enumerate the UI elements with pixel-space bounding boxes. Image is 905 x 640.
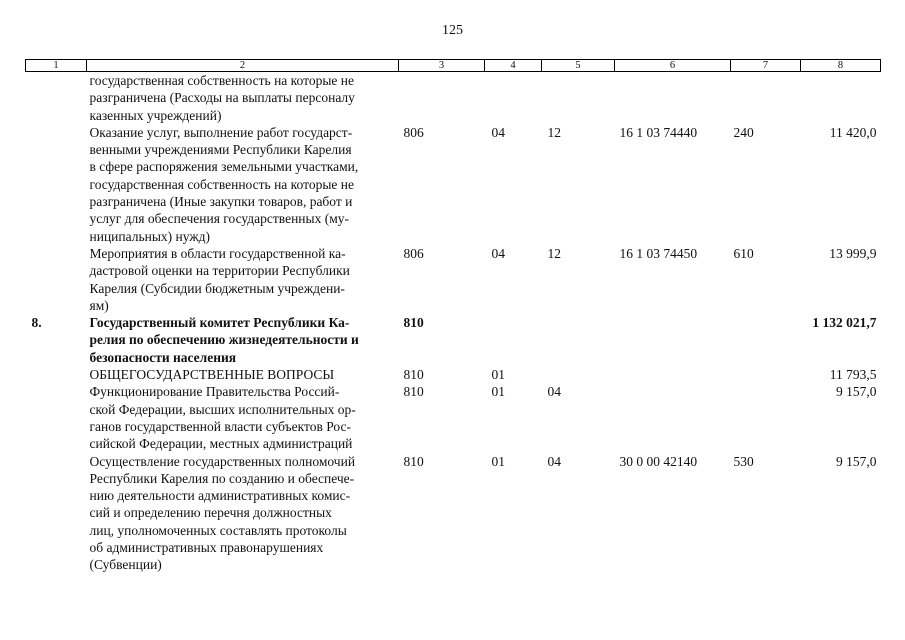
row-name-line: нию деятельности административных комис- <box>89 488 351 504</box>
row-name-line: ской Федерации, высших исполнительных ор- <box>89 401 356 417</box>
row-name-line: Карелия (Субсидии бюджетным учреждени- <box>89 280 345 296</box>
subsection-code <box>542 72 615 124</box>
row-name-line: релия по обеспечению жизнедеятельности и <box>89 332 359 348</box>
row-name-line: (Субвенции) <box>89 557 162 573</box>
header-col-3: 3 <box>399 60 485 72</box>
subsection-code: 04 <box>547 384 561 400</box>
header-col-1: 1 <box>26 60 87 72</box>
table-row <box>26 383 881 452</box>
header-col-5: 5 <box>542 60 615 72</box>
row-number <box>26 453 87 574</box>
row-name-line: ОБЩЕГОСУДАРСТВЕННЫЕ ВОПРОСЫ <box>89 367 335 383</box>
row-name-line: ниципальных) нужд) <box>89 228 211 244</box>
header-col-2: 2 <box>87 60 399 72</box>
header-col-6: 6 <box>615 60 731 72</box>
ministry-code <box>399 72 485 124</box>
header-col-7: 7 <box>731 60 801 72</box>
row-name-line: Республики Карелия по созданию и обеспече- <box>89 470 355 486</box>
table-row <box>26 366 881 383</box>
row-name-line: государственная собственность на которые не <box>89 176 354 192</box>
row-name-line: в сфере распоряжения земельными участками, <box>89 159 359 175</box>
row-number <box>26 245 87 314</box>
row-name-line: Оказание услуг, выполнение работ государст- <box>89 124 353 140</box>
target-article-code: 16 1 03 74450 <box>619 245 698 261</box>
header-col-8: 8 <box>801 60 881 72</box>
row-name-line: сийской Федерации, местных администраций <box>89 436 353 452</box>
ministry-code: 810 <box>403 453 424 469</box>
section-code: 04 <box>491 245 505 261</box>
row-number: 8. <box>31 315 42 331</box>
subsection-code: 12 <box>547 245 561 261</box>
page-number: 125 <box>442 23 463 38</box>
section-code: 01 <box>491 453 505 469</box>
table-body <box>26 72 881 574</box>
target-article-code <box>615 314 731 366</box>
budget-table <box>25 59 881 574</box>
row-number <box>26 72 87 124</box>
header-row <box>26 60 881 72</box>
expense-kind-code <box>731 366 801 383</box>
header-col-4: 4 <box>485 60 542 72</box>
ministry-code: 806 <box>403 245 424 261</box>
target-article-code <box>615 383 731 452</box>
amount-value <box>801 72 881 124</box>
section-code: 01 <box>491 384 505 400</box>
ministry-code: 810 <box>403 315 424 331</box>
target-article-code <box>615 72 731 124</box>
row-name-line: Мероприятия в области государственной ка- <box>89 245 346 261</box>
expense-kind-code: 530 <box>733 453 754 469</box>
amount-value: 11 793,5 <box>829 367 877 383</box>
row-name-line: ганов государственной власти субъектов Рос- <box>89 418 351 434</box>
row-name <box>87 383 399 452</box>
row-name <box>87 245 399 314</box>
amount-value: 9 157,0 <box>836 384 877 400</box>
row-name-line: ям) <box>89 297 109 313</box>
row-name-line: сий и определению перечня должностных <box>89 505 332 521</box>
subsection-code <box>542 366 615 383</box>
expense-kind-code <box>731 72 801 124</box>
row-name <box>87 314 399 366</box>
row-name-line: разграничена (Иные закупки товаров, работ и <box>89 194 353 210</box>
section-code <box>485 72 542 124</box>
table-row <box>26 124 881 245</box>
row-name-line: безопасности населения <box>89 349 237 365</box>
row-number <box>26 366 87 383</box>
table-row <box>26 72 881 124</box>
row-name-line: услуг для обеспечения государственных (му- <box>89 211 350 227</box>
section-code <box>485 314 542 366</box>
subsection-code <box>542 314 615 366</box>
row-name-line: Функционирование Правительства Россий- <box>89 384 340 400</box>
row-name-line: дастровой оценки на территории Республики <box>89 263 350 279</box>
subsection-code: 12 <box>547 124 561 140</box>
row-number <box>26 383 87 452</box>
table-row <box>26 314 881 366</box>
table-row <box>26 245 881 314</box>
expense-kind-code <box>731 383 801 452</box>
ministry-code: 810 <box>403 367 424 383</box>
row-name-line: Осуществление государственных полномочий <box>89 453 356 469</box>
row-name-line: казенных учреждений) <box>89 107 222 123</box>
target-article-code: 30 0 00 42140 <box>619 453 698 469</box>
row-number <box>26 124 87 245</box>
row-name-line: лиц, уполномоченных составлять протоколы <box>89 522 347 538</box>
target-article-code: 16 1 03 74440 <box>619 124 698 140</box>
row-name <box>87 366 399 383</box>
table-header <box>26 60 881 72</box>
expense-kind-code: 610 <box>733 245 754 261</box>
row-name-line: об административных правонарушениях <box>89 540 324 556</box>
amount-value: 11 420,0 <box>829 124 877 140</box>
row-name <box>87 453 399 574</box>
section-code: 01 <box>491 367 505 383</box>
row-name <box>87 124 399 245</box>
target-article-code <box>615 366 731 383</box>
row-name <box>87 72 399 124</box>
table-row <box>26 453 881 574</box>
expense-kind-code <box>731 314 801 366</box>
amount-value: 13 999,9 <box>829 245 877 261</box>
row-name-line: государственная собственность на которые не <box>89 73 354 88</box>
ministry-code: 810 <box>403 384 424 400</box>
ministry-code: 806 <box>403 124 424 140</box>
amount-value: 1 132 021,7 <box>812 315 877 331</box>
subsection-code: 04 <box>547 453 561 469</box>
row-name-line: венными учреждениями Республики Карелия <box>89 142 352 158</box>
row-name-line: разграничена (Расходы на выплаты персоналу <box>89 90 355 106</box>
expense-kind-code: 240 <box>733 124 754 140</box>
section-code: 04 <box>491 124 505 140</box>
row-name-line: Государственный комитет Республики Ка- <box>89 315 350 331</box>
amount-value: 9 157,0 <box>836 453 877 469</box>
